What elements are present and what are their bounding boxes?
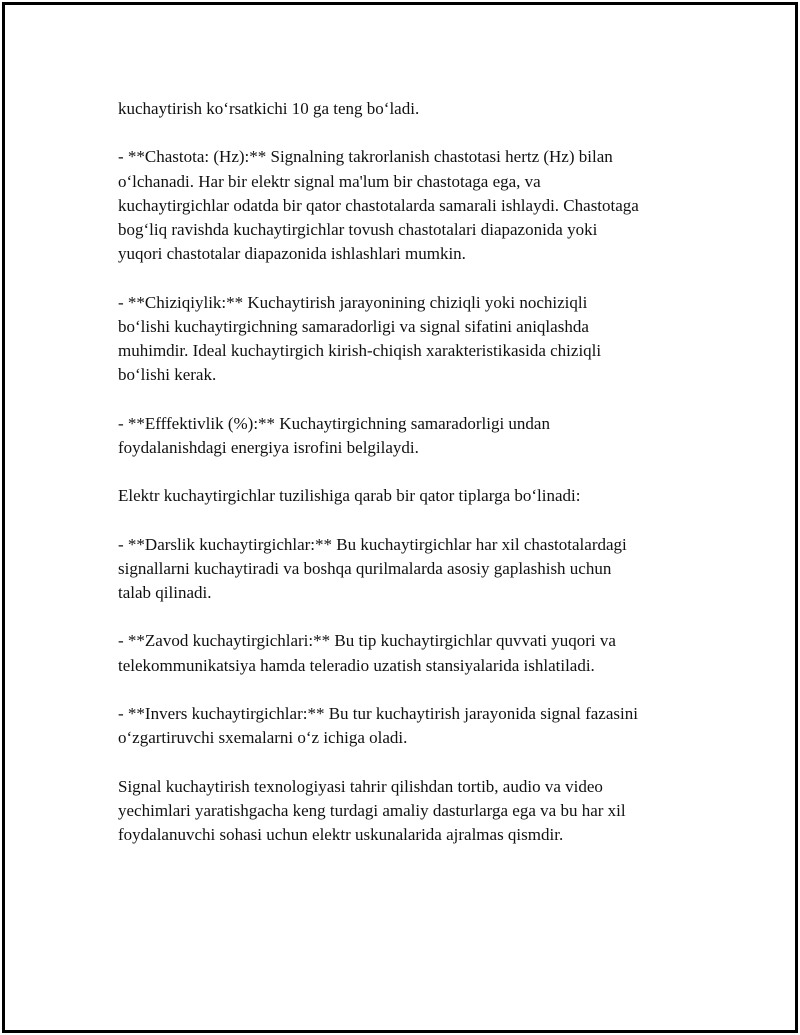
text-line: bo‘lishi kuchaytirgichning samaradorligi va signal sifatini aniqlashda <box>118 316 589 336</box>
text-line: Signal kuchaytirish texnologiyasi tahrir qilishdan tortib, audio va video <box>118 776 603 796</box>
text-line: bo‘lishi kerak. <box>118 365 217 385</box>
text-line: - **Invers kuchaytirgichlar:** Bu tur kuchaytirish jarayonida signal fazasini <box>118 703 638 723</box>
text-line: foydalanishdagi energiya isrofini belgilaydi. <box>118 437 419 457</box>
paragraph-invers <box>118 702 718 750</box>
text-line: telekommunikatsiya hamda teleradio uzatish stansiyalarida ishlatiladi. <box>118 655 595 675</box>
text-line: bog‘liq ravishda kuchaytirgichlar tovush chastotalari diapazonida yoki <box>118 220 598 239</box>
text-line: signallarni kuchaytiradi va boshqa qurilmalarda asosiy gaplashish uchun <box>118 558 612 578</box>
text-line: - **Darslik kuchaytirgichlar:** Bu kuchaytirgichlar har xil chastotalardagi <box>118 534 627 554</box>
text-line: kuchaytirish ko‘rsatkichi 10 ga teng bo‘ladi. <box>118 99 420 118</box>
paragraph-linearity <box>118 291 718 388</box>
text-line: yechimlari yaratishgacha keng turdagi amaliy dasturlarga ega va bu har xil <box>118 800 626 820</box>
text-line: foydalanuvchi sohasi uchun elektr uskunalarida ajralmas qismdir. <box>118 824 564 844</box>
paragraph-darslik <box>118 533 718 606</box>
text-line: Elektr kuchaytirgichlar tuzilishiga qarab bir qator tiplarga bo‘linadi: <box>118 486 581 506</box>
text-line: talab qilinadi. <box>118 582 212 602</box>
text-line: - **Chastota: (Hz):** Signalning takrorlanish chastotasi hertz (Hz) bilan <box>118 147 613 167</box>
paragraph-frequency <box>118 145 718 266</box>
text-line: kuchaytirgichlar odatda bir qator chastotalarda samarali ishlaydi. Chastotaga <box>118 195 639 215</box>
text-line: o‘zgartiruvchi sxemalarni o‘z ichiga oladi. <box>118 728 408 748</box>
document-body <box>118 97 718 871</box>
text-line: - **Zavod kuchaytirgichlari:** Bu tip kuchaytirgichlar quvvati yuqori va <box>118 631 616 651</box>
page-border <box>2 2 798 1033</box>
paragraph-gain-intro <box>118 97 718 121</box>
paragraph-zavod <box>118 629 718 677</box>
paragraph-types-intro <box>118 484 718 508</box>
text-line: muhimdir. Ideal kuchaytirgich kirish-chiqish xarakteristikasida chiziqli <box>118 341 602 360</box>
text-line: yuqori chastotalar diapazonida ishlashlari mumkin. <box>118 244 466 264</box>
text-line: - **Chiziqiylik:** Kuchaytirish jarayonining chiziqli yoki nochiziqli <box>118 292 588 312</box>
text-line: - **Efffektivlik (%):** Kuchaytirgichning samaradorligi undan <box>118 413 550 433</box>
text-line: o‘lchanadi. Har bir elektr signal ma'lum bir chastotaga ega, va <box>118 171 541 191</box>
paragraph-efficiency <box>118 412 718 460</box>
paragraph-conclusion <box>118 775 718 848</box>
